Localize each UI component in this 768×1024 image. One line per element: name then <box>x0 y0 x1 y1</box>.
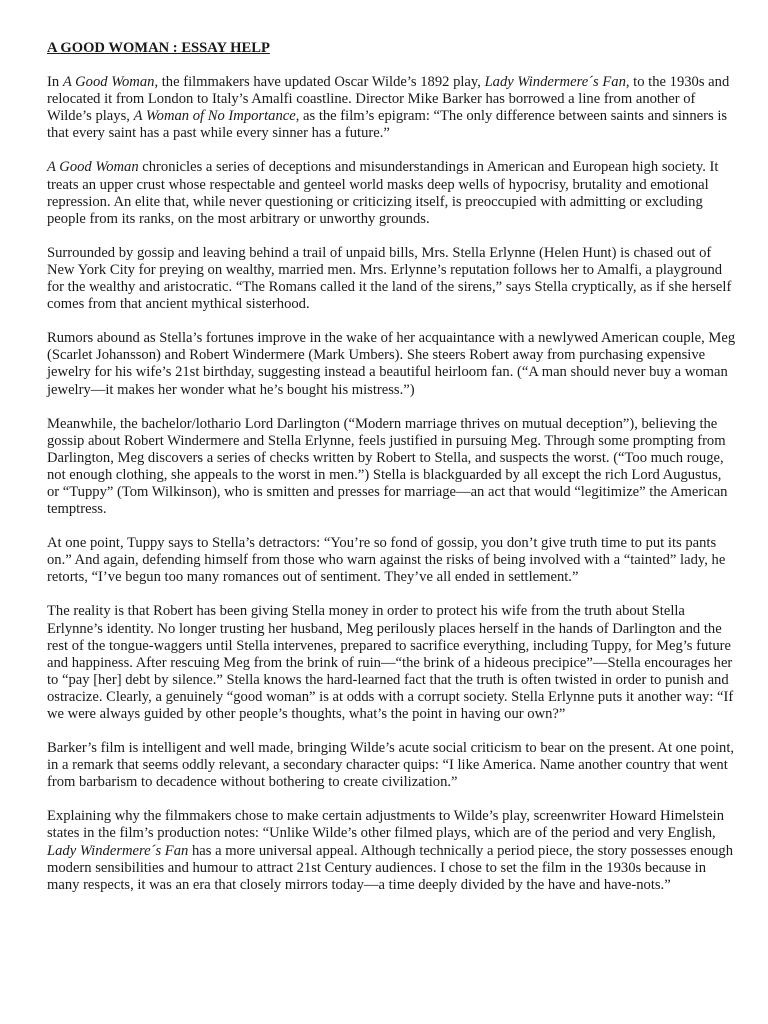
paragraph-text: In <box>47 74 63 91</box>
paragraph-text: to the 1930s and relocated it from London to Italy’s Amalfi coastline. Director Mike Barker has borrowed a line from another of Wilde’s plays, <box>47 74 730 125</box>
paragraph-text: Explaining why the filmmakers chose to make certain adjustments to Wilde’s play, screenwriter Howard Himelstein states in the film’s production notes: “Unlike Wilde’s other filmed plays, which are of the period and very English, <box>47 808 725 842</box>
italic-title-text: Lady Windermere´s Fan <box>47 842 189 859</box>
paragraph-text: , as the film’s epigram: “The only difference between saints and sinners is that every saint has a past while every sinner has a future.” <box>47 108 728 142</box>
paragraph-text: chronicles a series of deceptions and misunderstandings in American and European high society. It treats an upper crust whose respectable and genteel world masks deep wells of hypocrisy, brutality and emotional repression. An elite that, while never questioning or criticizing itself, is preoccupied with admitting or excluding people from its ranks, on the most arbitrary or unworthy grounds. <box>47 159 719 227</box>
document-title: A GOOD WOMAN : ESSAY HELP <box>47 40 270 56</box>
paragraph <box>47 808 737 893</box>
paragraph-text: has a more universal appeal. Although technically a period piece, the story possesses enough modern sensibilities and humour to attract 21st Century audiences. I chose to set the film in the 1930s because in many respects, it was an era that closely mirrors today—a time deeply divided by the have and have-nots.” <box>47 842 734 893</box>
document-page <box>47 40 737 911</box>
paragraph-text: Surrounded by gossip and leaving behind a trail of unpaid bills, Mrs. Stella Erlynne (Helen Hunt) is chased out of New York City for preying on wealthy, married men. Mrs. Erlynne’s reputation follows her to Amalfi, a playground for the wealthy and aristocratic. “The Romans called it the land of the sirens,” says Stella cryptically, as if she herself comes from that ancient mythical sisterhood. <box>47 244 732 313</box>
paragraph-text: Rumors abound as Stella’s fortunes improve in the wake of her acquaintance with a newlywed American couple, Meg (Scarlet Johansson) and Robert Windermere (Mark Umbers). She steers Robert away from purchasing expensive jewelry for his wife’s 21st birthday, suggesting instead a beautiful heirloom fan. (“A man should never buy a woman jewelry—it makes her wonder what he’s bought his mistress.”) <box>47 330 736 398</box>
paragraph <box>47 245 737 313</box>
italic-title-text: A Good Woman <box>47 159 139 176</box>
paragraph-text: , the filmmakers have updated Oscar Wilde’s 1892 play, <box>154 74 485 91</box>
italic-title-text: A Good Woman <box>62 74 155 91</box>
paragraph-text: Barker’s film is intelligent and well made, bringing Wilde’s acute social criticism to bear on the present. At one point, in a remark that seems oddly relevant, a secondary character quips: “I like America. Name another country that went from barbarism to decadence without bothering to create civilization.” <box>47 740 735 791</box>
paragraph <box>47 159 737 227</box>
paragraph <box>47 535 737 586</box>
paragraph-text: At one point, Tuppy says to Stella’s detractors: “You’re so fond of gossip, you don’t give truth time to put its pants on.” And again, defending himself from those who warn against the risks of being involved with a “tainted” lady, he retorts, “I’ve begun too many romances out of sentiment. They’ve all ended in settlement.” <box>47 535 726 586</box>
paragraph <box>47 416 737 519</box>
italic-title-text: A Woman of No Importance <box>133 108 296 125</box>
paragraph <box>47 603 737 723</box>
paragraph <box>47 740 737 791</box>
paragraph-text: The reality is that Robert has been giving Stella money in order to protect his wife from the truth about Stella Erlynne’s identity. No longer trusting her husband, Meg perilously places herself in the hands of Darlington and the rest of the tongue-waggers until Stella intervenes, prepared to sacrifice everything, including Tuppy, for Meg’s future and happiness. After rescuing Meg from the brink of ruin—“the brink of a hideous precipice”—Stella encourages her to “pay [her] debt by silence.” Stella knows the hard-learned fact that the truth is often twisted in order to punish and ostracize. Clearly, a genuinely “good woman” is at odds with a corrupt society. Stella Erlynne puts it another way: “If we were always guided by other people’s thoughts, what’s the point in having our own?” <box>47 603 734 722</box>
paragraph <box>47 74 737 142</box>
document-body <box>47 74 737 894</box>
paragraph-text: Meanwhile, the bachelor/lothario Lord Darlington (“Modern marriage thrives on mutual deception”), believing the gossip about Robert Windermere and Stella Erlynne, feels justified in pursuing Meg. Through some prompting from Darlington, Meg discovers a series of checks written by Robert to Stella, and suspects the worst. (“Too much rouge, not enough clothing, she appeals to the worst in men.”) Stella is blackguarded by all except the rich Lord Augustus, or “Tuppy” (Tom Wilkinson), who is smitten and presses for marriage—an act that would “legitimize” the American temptress. <box>47 415 728 518</box>
italic-title-text: Lady Windermere´s Fan, <box>484 74 630 91</box>
paragraph <box>47 330 737 398</box>
